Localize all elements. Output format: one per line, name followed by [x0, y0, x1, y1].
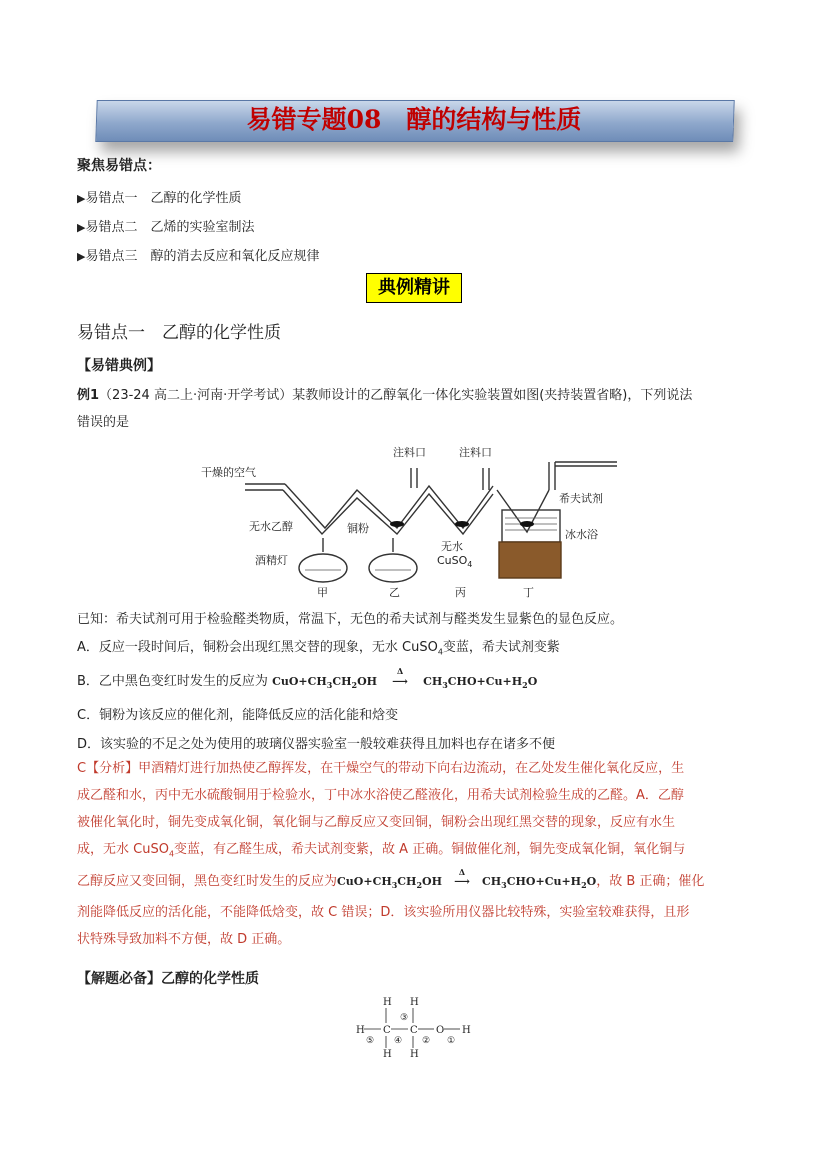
svg-text:C: C [410, 1025, 418, 1036]
equation-b: $CuO+CH_3CH_2OH$ Δ ⟶ $CH_3CHO+Cu+H_2O$ [272, 666, 538, 691]
focus-point-2: ▶易错点二 乙烯的实验室制法 [77, 220, 255, 235]
label-ethanol: 无水乙醇 [249, 520, 293, 533]
label-lamp: 酒精灯 [255, 554, 288, 567]
svg-text:①: ① [447, 1036, 456, 1046]
svg-text:H: H [410, 997, 419, 1008]
label-inlet-2: 注料口 [459, 446, 492, 459]
example-question: 例1（23-24 高二上·河南·开学考试）某教师设计的乙醇氧化一体化实验装置如图(夹持装置省略)，下列说法 错误的是 [77, 388, 693, 430]
svg-text:H: H [383, 997, 392, 1008]
svg-text:C: C [383, 1025, 391, 1036]
known-text: 已知：希夫试剂可用于检验醛类物质，常温下，无色的希夫试剂与醛类发生显紫色的显色反应。 [77, 612, 624, 627]
section-badge: 典例精讲 [366, 273, 462, 303]
page-title: 易错专题08 醇的结构与性质 [246, 105, 582, 134]
solve-label: 【解题必备】乙醇的化学性质 [77, 971, 259, 987]
apparatus-figure [197, 440, 627, 600]
svg-text:②: ② [422, 1036, 431, 1046]
svg-text:④: ④ [394, 1036, 403, 1046]
label-inlet-1: 注料口 [393, 446, 426, 459]
svg-text:H: H [462, 1025, 471, 1036]
label-cuso4: CuSO$_4$ [437, 554, 473, 569]
example-label: 【易错典例】 [77, 358, 161, 374]
focus-point-1: ▶易错点一 乙醇的化学性质 [77, 191, 242, 206]
triangle-icon: ▶ [77, 192, 86, 205]
ethanol-structure [352, 995, 482, 1059]
label-copper: 铜粉 [347, 522, 369, 535]
label-jia: 甲 [317, 586, 328, 599]
svg-text:H: H [383, 1049, 392, 1059]
svg-text:⑤: ⑤ [366, 1036, 375, 1046]
label-dry-air: 干燥的空气 [201, 466, 256, 479]
label-anhydrous: 无水 [441, 540, 463, 553]
svg-text:③: ③ [400, 1013, 409, 1023]
option-d: D．该实验的不足之处为使用的玻璃仪器实验室一般较难获得且加料也存在诸多不便 [77, 737, 556, 752]
label-yi: 乙 [389, 586, 400, 599]
triangle-icon: ▶ [77, 250, 86, 263]
label-bing: 丙 [455, 586, 466, 599]
option-a: A．反应一段时间后，铜粉会出现红黑交替的现象，无水 CuSO$_4$变蓝，希夫试剂变紫 [77, 640, 560, 657]
focus-title: 聚焦易错点： [77, 158, 161, 174]
section-heading: 易错点一 乙醇的化学性质 [77, 323, 281, 343]
svg-text:O: O [436, 1025, 445, 1036]
svg-text:H: H [410, 1049, 419, 1059]
label-ding: 丁 [523, 586, 534, 599]
focus-point-3: ▶易错点三 醇的消去反应和氧化反应规律 [77, 249, 320, 264]
option-c: C．铜粉为该反应的催化剂，能降低反应的活化能和焓变 [77, 708, 399, 723]
label-schiff: 希夫试剂 [559, 492, 603, 505]
label-ice-bath: 冰水浴 [565, 528, 598, 541]
analysis-text: C【分析】甲酒精灯进行加热使乙醇挥发，在干燥空气的带动下向右边流动，在乙处发生催化氧化反应，生 成乙醛和水，丙中无水硫酸铜用于检验水，丁中冰水浴使乙醛液化，用希夫试剂检验生成的乙醛。A．乙醇 被催化氧化时，铜先变成氧化铜，氧化铜与乙醇反应又变回铜，铜粉会出现红黑交替的现象，反应有水生 成，无水 CuSO$_4$变蓝，有乙醛生成，希夫试剂变紫，故 A 正确。铜做催化剂，铜先变成氧化铜，氧化铜与 乙醇反应又变回铜，黑色变红时发生的反应为$CuO+CH_3CH_2OH$ Δ ⟶ $CH_3CHO+Cu+H_2O$，故 B 正确；催化 剂能降低反应的活化能，不能降低焓变，故 C 错误；D．该实验所用仪器比较特殊，实验室较难获得，且形 状特殊导致加料不方便，故 D 正确。 [77, 761, 705, 947]
option-b: B．乙中黑色变红时发生的反应为 $CuO+CH_3CH_2OH$ Δ ⟶ $CH_3CHO+Cu+H_2O$ [77, 666, 538, 691]
triangle-icon: ▶ [77, 221, 86, 234]
svg-text:H: H [356, 1025, 365, 1036]
